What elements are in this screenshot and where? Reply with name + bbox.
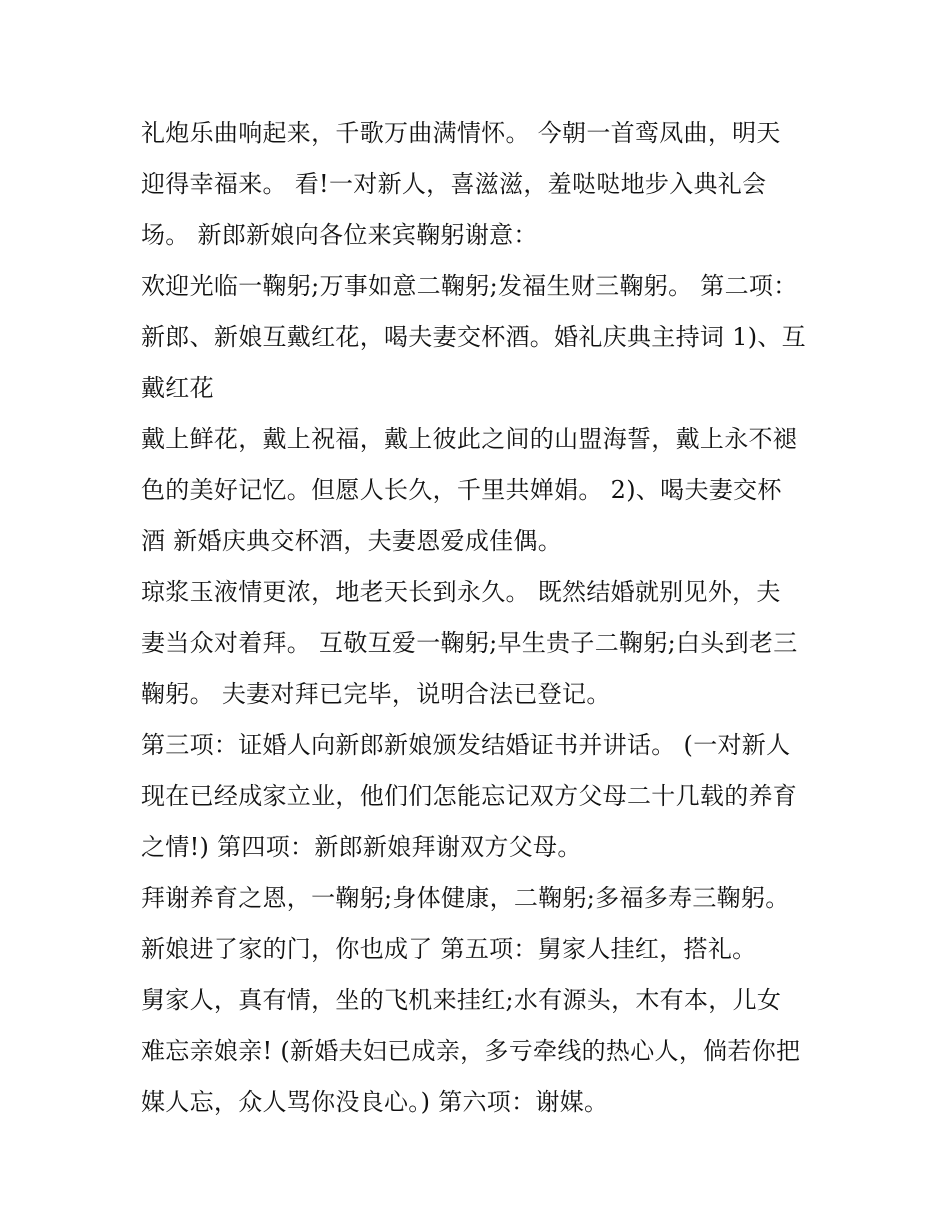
text-line: 鞠躬。 夫妻对拜已完毕，说明合法已登记。 (141, 680, 611, 708)
text-line: 第三项：证婚人向新郎新娘颁发结婚证书并讲话。 (一对新人 (141, 731, 791, 759)
text-line: 新娘进了家的门，你也成了 第五项：舅家人挂红，搭礼。 (141, 935, 757, 963)
text-line: 现在已经成家立业，他们们怎能忘记双方父母二十几载的养育 (141, 782, 798, 810)
text-line: 礼炮乐曲响起来，千歌万曲满情怀。 今朝一首鸾凤曲，明天 (141, 119, 781, 147)
text-line: 琼浆玉液情更浓，地老天长到永久。 既然结婚就别见外，夫 (141, 578, 781, 606)
text-line: 迎得幸福来。 看!一对新人，喜滋滋，羞哒哒地步入典礼会 (141, 170, 767, 198)
text-line: 戴红花 (141, 374, 214, 402)
text-line: 欢迎光临一鞠躬;万事如意二鞠躬;发福生财三鞠躬。 第二项： (141, 272, 798, 300)
text-line: 拜谢养育之恩，一鞠躬;身体健康，二鞠躬;多福多寿三鞠躬。 (141, 884, 790, 912)
text-line: 场。 新郎新娘向各位来宾鞠躬谢意： (141, 221, 538, 249)
text-line: 戴上鲜花，戴上祝福，戴上彼此之间的山盟海誓，戴上永不褪 (141, 425, 798, 453)
text-line: 色的美好记忆。但愿人长久，千里共婵娟。 2)、喝夫妻交杯 (141, 476, 782, 504)
text-line: 舅家人，真有情，坐的飞机来挂红;水有源头，木有本，儿女 (141, 986, 782, 1014)
text-line: 媒人忘，众人骂你没良心。) 第六项：谢媒。 (141, 1088, 609, 1116)
text-line: 之情!) 第四项：新郎新娘拜谢双方父母。 (141, 833, 582, 861)
text-line: 酒 新婚庆典交杯酒，夫妻恩爱成佳偶。 (141, 527, 563, 555)
text-line: 妻当众对着拜。 互敬互爱一鞠躬;早生贵子二鞠躬;白头到老三 (141, 629, 798, 657)
document-body (141, 108, 821, 1128)
text-line: 难忘亲娘亲! (新婚夫妇已成亲，多亏牵线的热心人，倘若你把 (141, 1037, 801, 1065)
text-line: 新郎、新娘互戴红花，喝夫妻交杯酒。婚礼庆典主持词 1)、互 (141, 323, 806, 351)
